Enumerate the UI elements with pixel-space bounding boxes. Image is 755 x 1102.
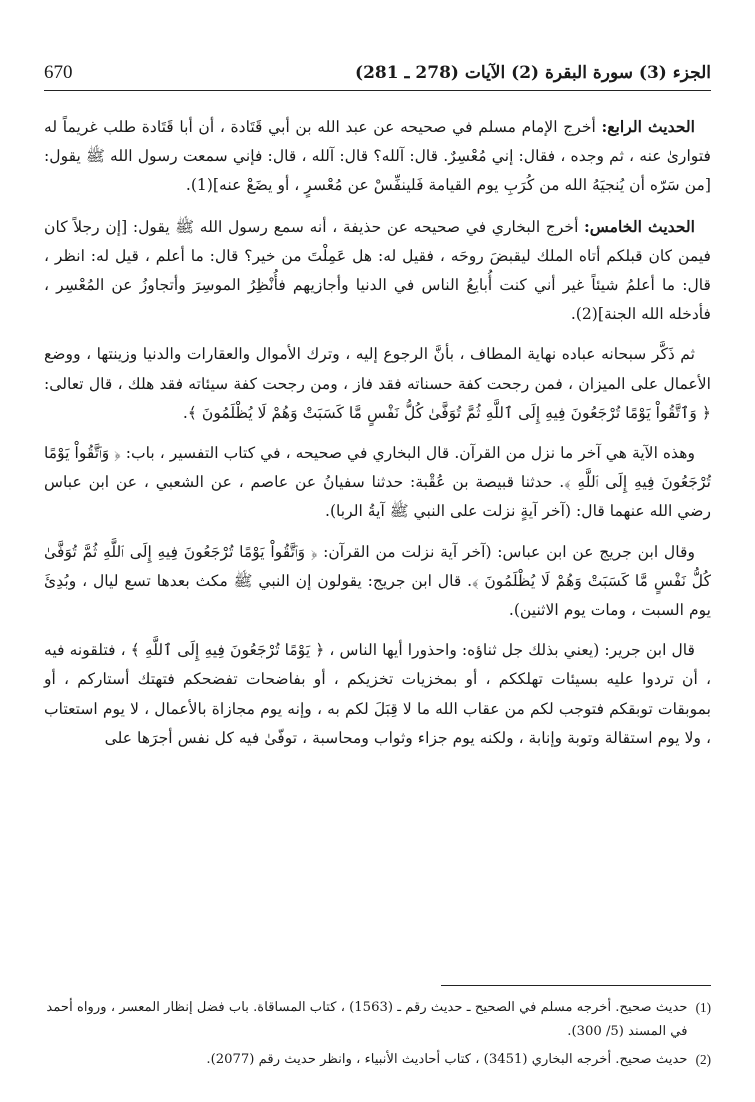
hadith-heading: الحديث الرابع: (601, 117, 695, 136)
paragraph-text: ثم ذَكَّر سبحانه عباده نهاية المطاف ، بأنَّ الرجوع إليه ، وترك الأموال والعقارات والدنيا وزينتها ، ووضع الأعمال على الميزان ، فمن رجحت كفة حسناته فقد فاز ، ومن رجحت كفة سيئاته فقد هلك ، قال تعالى: ﴿ وَٱتَّقُواْ يَوْمًا تُرْجَعُونَ فِيهِ إِلَى ٱللَّهِ ثُمَّ تُوَفَّىٰ كُلُّ نَفْسٍ مَّا كَسَبَتْ وَهُمْ لَا يُظْلَمُونَ ﴾. (44, 345, 711, 422)
footnote-number: (1) (695, 1000, 711, 1015)
footnote (44, 1048, 711, 1072)
footnote-separator (441, 985, 711, 986)
footnote-text: حديث صحيح. أخرجه البخاري (3451) ، كتاب أحاديث الأنبياء ، وانظر حديث رقم (2077). (206, 1052, 688, 1067)
paragraph-last-verse (44, 439, 711, 527)
main-text (44, 112, 711, 764)
paragraph-ibn-jarir (44, 636, 711, 753)
paragraph-ibn-jurayj (44, 538, 711, 626)
footnotes (44, 996, 711, 1076)
page-header (44, 56, 711, 91)
footnote-text: حديث صحيح. أخرجه مسلم في الصحيح ـ حديث رقم ـ (1563) ، كتاب المساقاة. باب فضل إنظار المعسر ، ورواه أحمد في المسند (5/ 300). (46, 1000, 688, 1039)
paragraph-hadith-5 (44, 212, 711, 330)
paragraph-text: قال ابن جرير: (يعني بذلك جل ثناؤه: واحذورا أيها الناس ، ﴿ يَوْمًا تُرْجَعُونَ فِيهِ إِلَى ٱللَّهِ ﴾ ، فتلقونه فيه ، أن تردوا عليه بسيئات تهلككم ، أو بمخزيات تخزيكم ، أو بفاضحات تفضحكم فتهتك أستاركم ، أو بموبقات توبقكم فتوجب لكم من عقاب الله ما لا قِبَلَ لكم به ، وإنه يوم مجازاة بالأعمال ، لا يوم استعتاب ، ولا يوم استقالة وتوبة وإنابة ، ولكنه يوم جزاء وثواب ومحاسبة ، توفّىٰ فيه كل نفس أجرَها على (44, 641, 711, 747)
paragraph-text: أخرج البخاري في صحيحه عن حذيفة ، أنه سمع رسول الله ﷺ يقول: [إن رجلاً كان فيمن كان قبلكم أتاه الملك ليقبضَ روحَه ، فقيل له: هل عَمِلْتَ من خير؟ قال: ما أعلم ، قيل له: انظر ، قال: ما أعلمُ شيئاً غير أني كنت أُبايعُ الناس في الدنيا وأجازيهم فأُنْظِرُ الموسِرَ وأتجاوزُ عن المُعْسِر ، فأدخله الله الجنة](2). (44, 217, 711, 324)
paragraph-hadith-4 (44, 112, 711, 201)
hadith-heading: الحديث الخامس: (584, 216, 695, 236)
footnote-number: (2) (695, 1052, 711, 1067)
running-title: الجزء (3) سورة البقرة (2) الآيات (278 ـ 281) (355, 63, 711, 83)
paragraph-text: وقال ابن جريج عن ابن عباس: (آخر آية نزلت من القرآن: ﴿ وَٱتَّقُواْ يَوْمًا تُرْجَعُونَ فِيهِ إِلَى ٱللَّهِ ثُمَّ تُوَفَّىٰ كُلُّ نَفْسٍ مَّا كَسَبَتْ وَهُمْ لَا يُظْلَمُونَ ﴾. قال ابن جريج: يقولون إن النبي ﷺ مكث بعدها تسع ليال ، وبُدِئَ يوم السبت ، ومات يوم الاثنين). (44, 542, 711, 620)
paragraph-text: وهذه الآية هي آخر ما نزل من القرآن. قال البخاري في صحيحه ، في كتاب التفسير ، باب: ﴿ وَٱتَّقُواْ يَوْمًا تُرْجَعُونَ فِيهِ إِلَى ٱللَّهِ ﴾. حدثنا قبيصة بن عُقْبة: حدثنا سفيانُ عن عاصم ، عن الشعبي ، عن ابن عباس رضي الله عنهما قال: (آخر آيةٍ نزلت على النبي ﷺ آيةُ الربا). (44, 444, 711, 521)
paragraph-text: أخرج الإمام مسلم في صحيحه عن عبد الله بن أبي قَتَادة ، أن أبا قَتَادة طلب غريماً له فتوارىٰ عنه ، ثم وجده ، فقال: إني مُعْسِرٌ. قال: آلله؟ قال: آلله ، قال: فإني سمعت رسول الله ﷺ يقول: [من سَرّه أن يُنجيَهُ الله من كُرَبِ يوم القيامة فَلينفِّسْ عن مُعْسرٍ ، أو يضَعْ عنه](1). (44, 118, 711, 195)
page-number: 670 (44, 62, 73, 83)
paragraph-final-return (44, 340, 711, 428)
footnote (44, 996, 711, 1044)
